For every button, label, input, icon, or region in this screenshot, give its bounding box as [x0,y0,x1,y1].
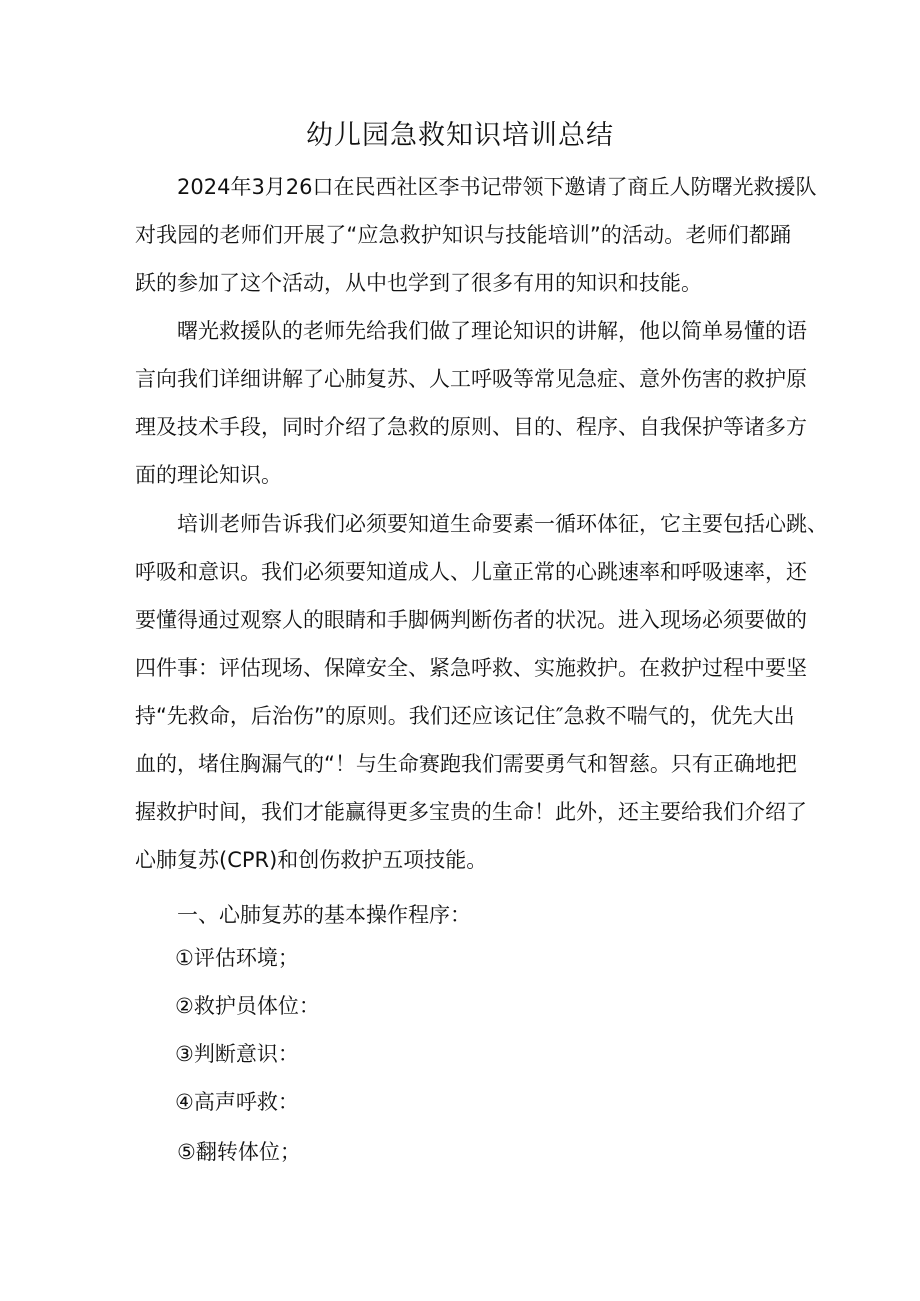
step-item-3: ③判断意识： [175,1042,299,1066]
step-item-1: ①评估环境； [175,946,299,970]
paragraph-3-line-1: 培训老师告诉我们必须要知道生命要素一循环体征，它主要包括心跳、 [177,512,828,536]
step-item-4: ④高声呼救： [175,1090,299,1114]
paragraph-2-line-3: 理及技术手段，同时介绍了急救的原则、目的、程序、自我保护等诸多方 [135,415,807,439]
paragraph-3-line-5: 持“先救命，后治伤”的原则。我们还应该记住″急救不喘气的，优先大出 [135,704,795,728]
paragraph-2-line-2: 言向我们详细讲解了心肺复苏、人工呼吸等常见急症、意外伤害的救护原 [135,367,807,391]
paragraph-3-line-7: 握救护时间，我们才能赢得更多宝贵的生命！此外，还主要给我们介绍了 [135,800,807,824]
step-item-2: ②救护员体位： [175,994,320,1018]
paragraph-2-line-1: 曙光救援队的老师先给我们做了理论知识的讲解，他以简单易懂的语 [177,319,807,343]
paragraph-3-line-6: 血的，堵住胸漏气的“！与生命赛跑我们需要勇气和智慈。只有正确地把 [135,752,797,776]
paragraph-1-line-3: 跃的参加了这个活动，从中也学到了很多有用的知识和技能。 [135,271,702,295]
paragraph-3-line-4: 四件事：评估现场、保障安全、紧急呼救、实施救护。在救护过程中要坚 [135,656,807,680]
document-title: 幼儿园急救知识培训总结 [306,120,614,151]
paragraph-3-line-3: 要懂得通过观察人的眼睛和手脚俩判断伤者的状况。进入现场必须要做的 [135,608,807,632]
paragraph-1-line-1: 2024年3月26口在民西社区李书记带领下邀请了商丘人防曙光救援队 [177,175,817,199]
section-heading: 一、心肺复苏的基本操作程序： [177,903,471,927]
paragraph-3-line-2: 呼吸和意识。我们必须要知道成人、儿童正常的心跳速率和呼吸速率，还 [135,560,807,584]
paragraph-3-line-8: 心肺复苏(CPR)和创伤救护五项技能。 [135,848,488,872]
step-item-5: ⑤翻转体位； [177,1140,301,1164]
paragraph-2-line-4: 面的理论知识。 [135,463,282,487]
paragraph-1-line-2: 对我园的老师们开展了“应急救护知识与技能培训”的活动。老师们都踊 [135,223,791,247]
